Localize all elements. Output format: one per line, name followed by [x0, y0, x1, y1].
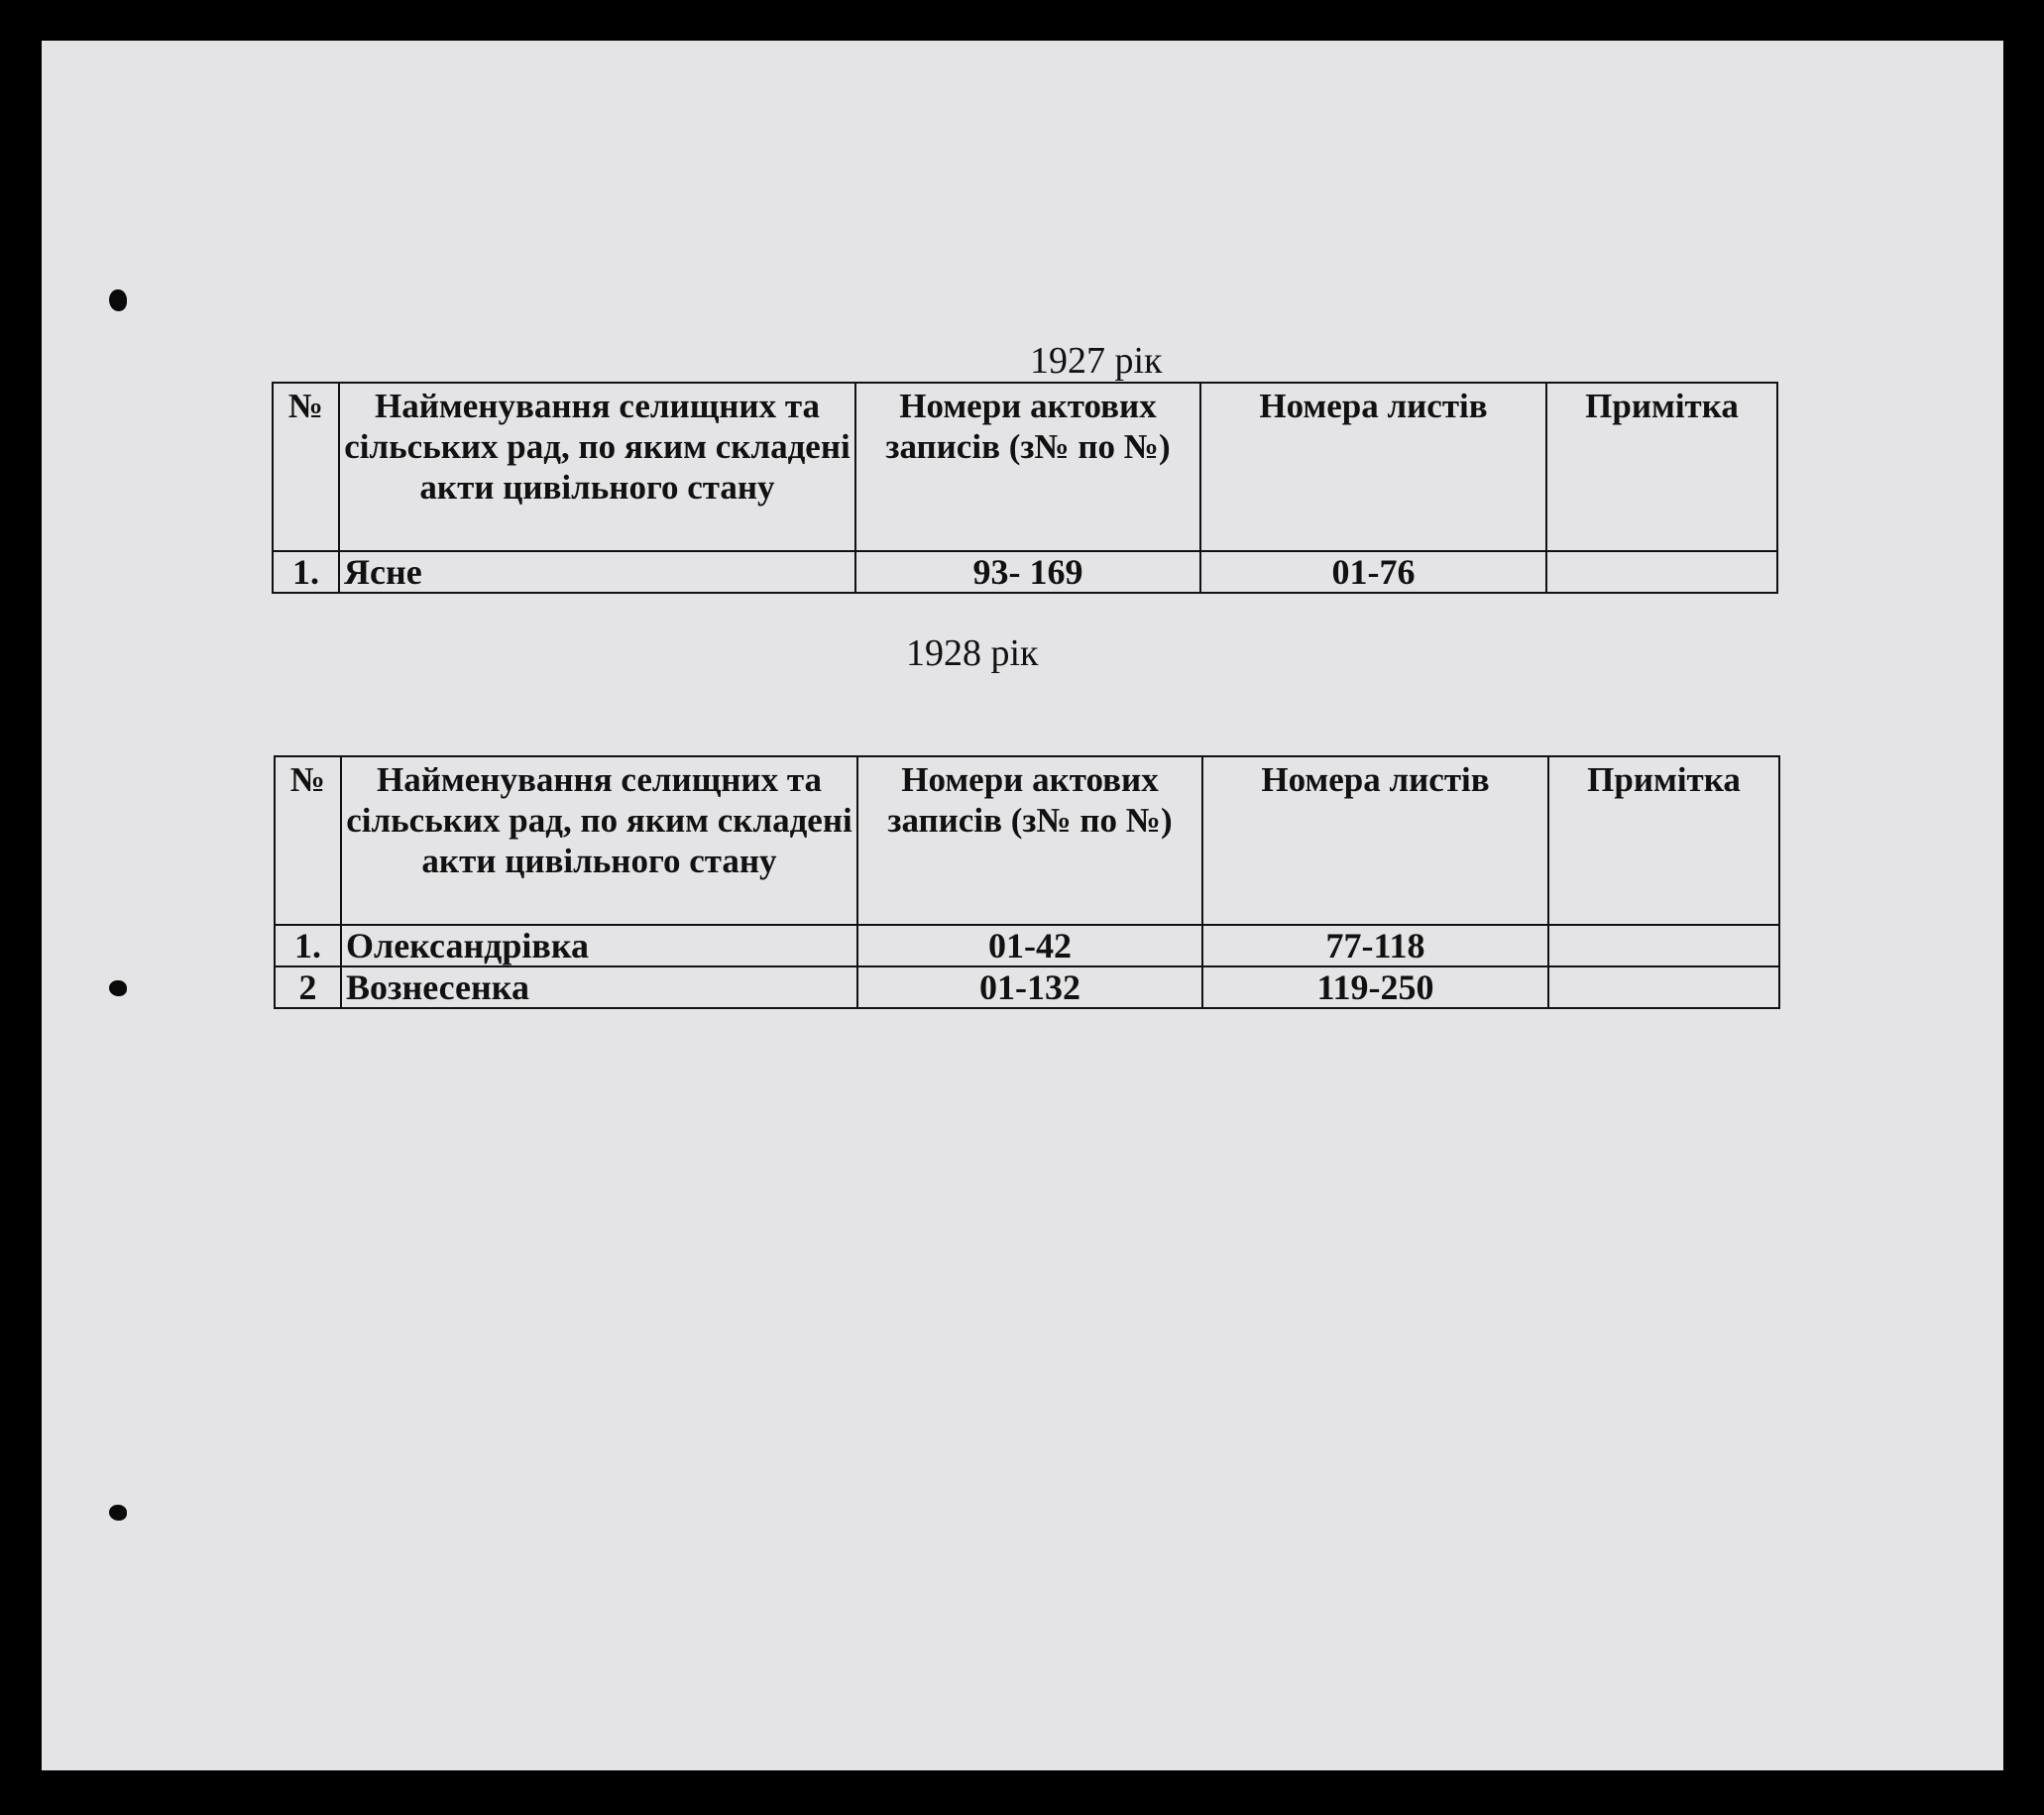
punch-hole-bottom	[109, 1505, 127, 1521]
row-sheet-numbers: 119-250	[1202, 966, 1548, 1008]
header-note: Примітка	[1546, 383, 1777, 551]
header-record-numbers: Номери актових записів (з№ по №)	[855, 383, 1200, 551]
header-note: Примітка	[1548, 756, 1779, 925]
register-table-1927	[272, 382, 1778, 594]
header-sheet-numbers: Номера листів	[1200, 383, 1546, 551]
row-council-name: Олександрівка	[341, 925, 857, 966]
punch-hole-middle	[109, 980, 127, 996]
row-record-numbers: 01-42	[857, 925, 1202, 966]
row-sheet-numbers: 77-118	[1202, 925, 1548, 966]
table-row	[275, 925, 1779, 966]
row-record-numbers: 01-132	[857, 966, 1202, 1008]
table-row	[275, 966, 1779, 1008]
row-note	[1548, 966, 1779, 1008]
year-title-1927: 1927 рік	[1030, 340, 1163, 382]
row-sheet-numbers: 01-76	[1200, 551, 1546, 593]
table-header-row	[273, 383, 1777, 551]
header-sheet-numbers: Номера листів	[1202, 756, 1548, 925]
year-title-1928: 1928 рік	[906, 632, 1039, 674]
header-record-numbers: Номери актових записів (з№ по №)	[857, 756, 1202, 925]
row-number: 1.	[273, 551, 339, 593]
row-note	[1548, 925, 1779, 966]
header-number: №	[275, 756, 341, 925]
row-council-name: Ясне	[339, 551, 855, 593]
row-note	[1546, 551, 1777, 593]
table-header-row	[275, 756, 1779, 925]
register-table-1928	[274, 755, 1780, 1009]
row-council-name: Вознесенка	[341, 966, 857, 1008]
header-council-name: Найменування селищних та сільських рад, по яким складені акти цивільного стану	[339, 383, 855, 551]
header-council-name: Найменування селищних та сільських рад, по яким складені акти цивільного стану	[341, 756, 857, 925]
header-number: №	[273, 383, 339, 551]
table-row	[273, 551, 1777, 593]
row-number: 2	[275, 966, 341, 1008]
row-record-numbers: 93- 169	[855, 551, 1200, 593]
punch-hole-top	[109, 289, 127, 311]
row-number: 1.	[275, 925, 341, 966]
